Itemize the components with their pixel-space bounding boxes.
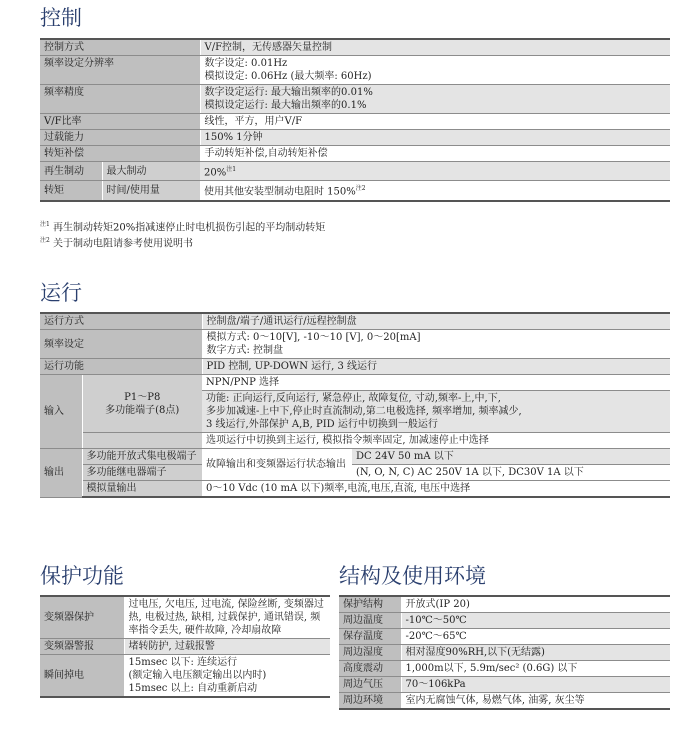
control-table bbox=[40, 38, 670, 202]
control-row bbox=[40, 181, 670, 201]
row-label: 周边环境 bbox=[339, 693, 401, 710]
operation-row bbox=[40, 481, 670, 498]
operation-row bbox=[40, 330, 670, 359]
row-value: V/F控制，无传感器矢量控制 bbox=[200, 39, 670, 56]
row-value: 数字设定运行: 最大输出频率的0.01% 模拟设定运行: 最大输出频率的0.1% bbox=[200, 85, 670, 114]
regen-label: 转矩 bbox=[40, 181, 102, 201]
control-row bbox=[40, 162, 670, 181]
row-label: 频率精度 bbox=[40, 85, 200, 114]
operation-row bbox=[40, 449, 670, 465]
row-value: 模拟方式: 0～10[V], -10～10 [V], 0～20[mA] 数字方式: 控制盘 bbox=[202, 330, 670, 359]
row-value: 控制盘/端子/通讯运行/远程控制盘 bbox=[202, 313, 670, 330]
environment-row bbox=[339, 677, 670, 693]
row-value: PID 控制, UP-DOWN 运行, 3 线运行 bbox=[202, 359, 670, 375]
output-value: 0～10 Vdc (10 mA 以下)频率,电流,电压,直流, 电压中选择 bbox=[202, 481, 670, 498]
control-row bbox=[40, 85, 670, 114]
control-row bbox=[40, 39, 670, 56]
control-title: 控制 bbox=[40, 6, 82, 30]
row-value: 堵转防护, 过载报警 bbox=[124, 639, 330, 655]
row-label: V/F比率 bbox=[40, 114, 200, 130]
row-label: 运行方式 bbox=[40, 313, 202, 330]
row-value: 过电压, 欠电压, 过电流, 保险丝断, 变频器过 热, 电极过热, 缺相, 过载保护, 通讯错误, 频 率指令丢失, 硬件故障, 冷却扇故障 bbox=[124, 596, 330, 639]
environment-table bbox=[339, 595, 670, 710]
regen-sub-label: 时间/使用量 bbox=[102, 181, 200, 201]
row-label: 转矩补偿 bbox=[40, 146, 200, 162]
operation-table bbox=[40, 312, 670, 498]
regen-label: 再生制动 bbox=[40, 162, 102, 181]
row-value: 150% 1分钟 bbox=[200, 130, 670, 146]
output-right: DC 24V 50 mA 以下 bbox=[352, 449, 670, 465]
input-functions: 功能: 正向运行,反向运行, 紧急停止, 故障复位, 寸动,频率-上,中,下, 多步加减速-上中下,停止时直流制动,第二电极选择, 频率增加, 频率减少, 3 线运行,外部保护 A,B, PID 运行中切换到一般运行 bbox=[202, 391, 670, 433]
output-sub-label: 模拟量输出 bbox=[82, 481, 202, 498]
environment-title: 结构及使用环境 bbox=[339, 564, 486, 588]
row-value: -10℃～50℃ bbox=[401, 613, 670, 629]
output-mid: 故障输出和变频器运行状态输出 bbox=[202, 449, 352, 481]
row-label: 保护结构 bbox=[339, 596, 401, 613]
row-value: 数字设定: 0.01Hz 模拟设定: 0.06Hz (最大频率: 60Hz) bbox=[200, 56, 670, 85]
row-label: 周边湿度 bbox=[339, 645, 401, 661]
row-value: 开放式(IP 20) bbox=[401, 596, 670, 613]
control-row bbox=[40, 56, 670, 85]
control-row bbox=[40, 130, 670, 146]
row-label: 过载能力 bbox=[40, 130, 200, 146]
footnote: $^{注1}$ 再生制动转矩20%指减速停止时电机损伤引起的平均制动转矩 bbox=[40, 221, 326, 234]
operation-row bbox=[40, 359, 670, 375]
row-label: 周边温度 bbox=[339, 613, 401, 629]
operation-title: 运行 bbox=[40, 281, 82, 305]
row-value: 手动转矩补偿,自动转矩补偿 bbox=[200, 146, 670, 162]
control-row bbox=[40, 114, 670, 130]
row-label: 保存温度 bbox=[339, 629, 401, 645]
row-label: 频率设定 bbox=[40, 330, 202, 359]
row-label: 变频器保护 bbox=[40, 596, 124, 639]
protection-row bbox=[40, 596, 330, 639]
input-label: 输入 bbox=[40, 375, 82, 449]
row-value: 室内无腐蚀气体, 易燃气体, 油雾, 灰尘等 bbox=[401, 693, 670, 710]
row-label: 控制方式 bbox=[40, 39, 200, 56]
protection-row bbox=[40, 639, 330, 655]
operation-row bbox=[40, 313, 670, 330]
regen-sub-label: 最大制动 bbox=[102, 162, 200, 181]
row-value: -20℃～65℃ bbox=[401, 629, 670, 645]
row-label: 瞬间掉电 bbox=[40, 655, 124, 698]
protection-row bbox=[40, 655, 330, 698]
environment-row bbox=[339, 661, 670, 677]
output-sub-label: 多功能开放式集电极端子 bbox=[82, 449, 202, 465]
control-row bbox=[40, 146, 670, 162]
footnote: $^{注2}$ 关于制动电阻请参考使用说明书 bbox=[40, 237, 194, 250]
output-right: (N, O, N, C) AC 250V 1A 以下, DC30V 1A 以下 bbox=[352, 465, 670, 481]
environment-row bbox=[339, 645, 670, 661]
row-label: 频率设定分辨率 bbox=[40, 56, 200, 85]
row-value: 相对湿度90%RH,以下(无结露) bbox=[401, 645, 670, 661]
protection-table bbox=[40, 595, 330, 698]
row-label: 运行功能 bbox=[40, 359, 202, 375]
row-label: 周边气压 bbox=[339, 677, 401, 693]
operation-row bbox=[40, 433, 670, 449]
input-sub-label: P1～P8 多功能端子(8点) bbox=[82, 375, 202, 433]
operation-row bbox=[40, 465, 670, 481]
environment-row bbox=[339, 613, 670, 629]
input-last-line: 选项运行中切换到主运行, 模拟指令频率固定, 加减速停止中选择 bbox=[202, 433, 670, 449]
regen-value: 20%$^{注1}$ bbox=[200, 162, 670, 181]
regen-value: 使用其他安装型制动电阻时 150%$^{注2}$ bbox=[200, 181, 670, 201]
protection-title: 保护功能 bbox=[40, 564, 124, 588]
row-value: 1,000m以下, 5.9m/sec² (0.6G) 以下 bbox=[401, 661, 670, 677]
row-label: 变频器警报 bbox=[40, 639, 124, 655]
environment-row bbox=[339, 693, 670, 710]
environment-row bbox=[339, 629, 670, 645]
row-value: 线性，平方，用户V/F bbox=[200, 114, 670, 130]
row-label: 高度震动 bbox=[339, 661, 401, 677]
input-npn: NPN/PNP 选择 bbox=[202, 375, 670, 391]
output-sub-label: 多功能继电器端子 bbox=[82, 465, 202, 481]
row-value: 15msec 以下: 连续运行 (额定输入电压额定输出以内时) 15msec 以上: 自动重新启动 bbox=[124, 655, 330, 698]
environment-row bbox=[339, 596, 670, 613]
operation-row bbox=[40, 375, 670, 391]
row-value: 70～106kPa bbox=[401, 677, 670, 693]
output-label: 输出 bbox=[40, 449, 82, 498]
